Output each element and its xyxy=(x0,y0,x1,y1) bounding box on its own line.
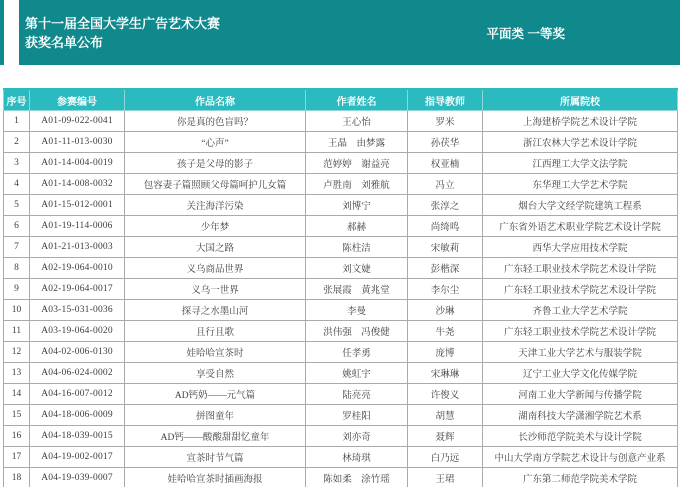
cell-title: 关注海洋污染 xyxy=(125,195,306,216)
cell-entry-id: A01-19-114-0006 xyxy=(30,216,125,237)
cell-school: 广东轻工职业技术学院艺术设计学院 xyxy=(483,321,678,342)
cell-school: 西华大学应用技术学院 xyxy=(483,237,678,258)
cell-title: 少年梦 xyxy=(125,216,306,237)
col-header-authors: 作者姓名 xyxy=(306,89,408,111)
table-row xyxy=(4,468,678,487)
table-row xyxy=(4,342,678,363)
cell-entry-id: A04-19-039-0007 xyxy=(30,468,125,487)
table-row xyxy=(4,258,678,279)
cell-entry-id: A03-19-064-0020 xyxy=(30,321,125,342)
col-header-no: 序号 xyxy=(4,89,30,111)
cell-entry-id: A01-15-012-0001 xyxy=(30,195,125,216)
cell-teacher: 冯立 xyxy=(408,174,483,195)
cell-school: 广东省外语艺术职业学院艺术设计学院 xyxy=(483,216,678,237)
cell-teacher: 罗米 xyxy=(408,111,483,132)
cell-no: 7 xyxy=(4,237,30,258)
cell-teacher: 李尔尘 xyxy=(408,279,483,300)
banner-left-divider xyxy=(4,0,19,65)
cell-entry-id: A01-09-022-0041 xyxy=(30,111,125,132)
cell-no: 17 xyxy=(4,447,30,468)
table-row xyxy=(4,111,678,132)
cell-entry-id: A04-02-006-0130 xyxy=(30,342,125,363)
cell-school: 长沙师范学院美术与设计学院 xyxy=(483,426,678,447)
cell-no: 12 xyxy=(4,342,30,363)
cell-title: “心声” xyxy=(125,132,306,153)
cell-school: 浙江农林大学艺术设计学院 xyxy=(483,132,678,153)
cell-no: 3 xyxy=(4,153,30,174)
cell-teacher: 宋琳琳 xyxy=(408,363,483,384)
cell-authors: 刘文婕 xyxy=(306,258,408,279)
table-row xyxy=(4,447,678,468)
table-row xyxy=(4,195,678,216)
cell-entry-id: A04-06-024-0002 xyxy=(30,363,125,384)
cell-school: 河南工业大学新闻与传播学院 xyxy=(483,384,678,405)
col-header-id: 参赛编号 xyxy=(30,89,125,111)
cell-title: 你是真的色盲吗？ xyxy=(125,111,306,132)
table-row xyxy=(4,405,678,426)
table-row xyxy=(4,174,678,195)
cell-authors: 王心怡 xyxy=(306,111,408,132)
cell-no: 11 xyxy=(4,321,30,342)
cell-teacher: 胡慧 xyxy=(408,405,483,426)
col-header-title: 作品名称 xyxy=(125,89,306,111)
cell-no: 16 xyxy=(4,426,30,447)
cell-entry-id: A04-16-007-0012 xyxy=(30,384,125,405)
cell-authors: 姚虹宇 xyxy=(306,363,408,384)
cell-school: 东华理工大学艺术学院 xyxy=(483,174,678,195)
cell-school: 辽宁工业大学文化传媒学院 xyxy=(483,363,678,384)
top-banner xyxy=(0,0,680,65)
table-row xyxy=(4,321,678,342)
page-title-line2: 获奖名单公布 xyxy=(25,34,104,50)
cell-no: 13 xyxy=(4,363,30,384)
cell-teacher: 尚绮鸣 xyxy=(408,216,483,237)
cell-entry-id: A02-19-064-0010 xyxy=(30,258,125,279)
cell-school: 中山大学南方学院艺术设计与创意产业系 xyxy=(483,447,678,468)
cell-no: 4 xyxy=(4,174,30,195)
table-row xyxy=(4,132,678,153)
cell-no: 1 xyxy=(4,111,30,132)
cell-authors: 范婷婷 谢益亮 xyxy=(306,153,408,174)
cell-title: 享受自然 xyxy=(125,363,306,384)
cell-authors: 李曼 xyxy=(306,300,408,321)
cell-authors: 任孝勇 xyxy=(306,342,408,363)
cell-teacher: 王珺 xyxy=(408,468,483,487)
cell-teacher: 权亚楠 xyxy=(408,153,483,174)
cell-authors: 刘博宁 xyxy=(306,195,408,216)
cell-entry-id: A01-11-013-0030 xyxy=(30,132,125,153)
cell-authors: 郝赫 xyxy=(306,216,408,237)
cell-authors: 林琦琪 xyxy=(306,447,408,468)
cell-teacher: 孙茯华 xyxy=(408,132,483,153)
cell-authors: 罗桂阳 xyxy=(306,405,408,426)
table-row xyxy=(4,237,678,258)
cell-authors: 张展霞 黄兆堂 xyxy=(306,279,408,300)
cell-entry-id: A01-14-008-0032 xyxy=(30,174,125,195)
cell-teacher: 彭楷深 xyxy=(408,258,483,279)
table-body xyxy=(4,111,678,487)
cell-school: 天津工业大学艺术与服装学院 xyxy=(483,342,678,363)
page-title-line1: 第十一届全国大学生广告艺术大赛 xyxy=(25,15,221,31)
cell-school: 烟台大学文经学院建筑工程系 xyxy=(483,195,678,216)
cell-entry-id: A04-18-006-0009 xyxy=(30,405,125,426)
cell-teacher: 庞博 xyxy=(408,342,483,363)
table-header-row xyxy=(4,89,678,111)
category-label: 平面类 一等奖 xyxy=(486,26,565,41)
cell-title: 义乌一世界 xyxy=(125,279,306,300)
cell-title: 义乌商品世界 xyxy=(125,258,306,279)
cell-no: 18 xyxy=(4,468,30,487)
cell-title: 孩子是父母的影子 xyxy=(125,153,306,174)
cell-authors: 陈柱洁 xyxy=(306,237,408,258)
col-header-school: 所属院校 xyxy=(483,89,678,111)
cell-title: 包容妻子篇照顾父母篇呵护儿女篇 xyxy=(125,174,306,195)
cell-teacher: 张淳之 xyxy=(408,195,483,216)
cell-school: 广东轻工职业技术学院艺术设计学院 xyxy=(483,258,678,279)
cell-entry-id: A03-15-031-0036 xyxy=(30,300,125,321)
page-title xyxy=(25,14,220,52)
cell-title: 娃哈哈宣茶时 xyxy=(125,342,306,363)
table-row xyxy=(4,153,678,174)
cell-entry-id: A01-14-004-0019 xyxy=(30,153,125,174)
cell-no: 5 xyxy=(4,195,30,216)
cell-title: 宣茶时节气篇 xyxy=(125,447,306,468)
cell-no: 8 xyxy=(4,258,30,279)
cell-authors: 洪伟强 冯俊健 xyxy=(306,321,408,342)
table-row xyxy=(4,384,678,405)
table-row xyxy=(4,363,678,384)
table-row xyxy=(4,279,678,300)
cell-teacher: 聂辉 xyxy=(408,426,483,447)
cell-no: 15 xyxy=(4,405,30,426)
cell-entry-id: A01-21-013-0003 xyxy=(30,237,125,258)
cell-title: AD钙奶——元气篇 xyxy=(125,384,306,405)
cell-teacher: 白乃远 xyxy=(408,447,483,468)
table-row xyxy=(4,426,678,447)
cell-title: 且行且歌 xyxy=(125,321,306,342)
cell-no: 9 xyxy=(4,279,30,300)
award-table xyxy=(3,88,678,487)
cell-teacher: 牛尧 xyxy=(408,321,483,342)
cell-no: 14 xyxy=(4,384,30,405)
cell-title: 拼图童年 xyxy=(125,405,306,426)
col-header-teacher: 指导教师 xyxy=(408,89,483,111)
cell-school: 广东轻工职业技术学院艺术设计学院 xyxy=(483,279,678,300)
cell-teacher: 沙琳 xyxy=(408,300,483,321)
cell-no: 2 xyxy=(4,132,30,153)
cell-school: 湖南科技大学潇湘学院艺术系 xyxy=(483,405,678,426)
cell-authors: 王晶 由梦露 xyxy=(306,132,408,153)
cell-title: AD钙——酸酸甜甜忆童年 xyxy=(125,426,306,447)
table-row xyxy=(4,216,678,237)
cell-school: 江西理工大学文法学院 xyxy=(483,153,678,174)
cell-entry-id: A04-18-039-0015 xyxy=(30,426,125,447)
cell-no: 6 xyxy=(4,216,30,237)
cell-title: 大国之路 xyxy=(125,237,306,258)
cell-authors: 刘亦奇 xyxy=(306,426,408,447)
cell-entry-id: A02-19-064-0017 xyxy=(30,279,125,300)
cell-school: 齐鲁工业大学艺术学院 xyxy=(483,300,678,321)
cell-no: 10 xyxy=(4,300,30,321)
cell-title: 探寻之水墨山河 xyxy=(125,300,306,321)
cell-entry-id: A04-19-002-0017 xyxy=(30,447,125,468)
cell-authors: 陆亮亮 xyxy=(306,384,408,405)
table-row xyxy=(4,300,678,321)
cell-school: 广东第二师范学院美术学院 xyxy=(483,468,678,487)
cell-teacher: 许俊义 xyxy=(408,384,483,405)
cell-teacher: 宋敏莉 xyxy=(408,237,483,258)
cell-authors: 陈如柔 涂竹瑶 xyxy=(306,468,408,487)
cell-authors: 卢胜南 刘雅航 xyxy=(306,174,408,195)
cell-title: 娃哈哈宣茶时插画海报 xyxy=(125,468,306,487)
cell-school: 上海建桥学院艺术设计学院 xyxy=(483,111,678,132)
award-table-wrapper xyxy=(3,88,677,487)
